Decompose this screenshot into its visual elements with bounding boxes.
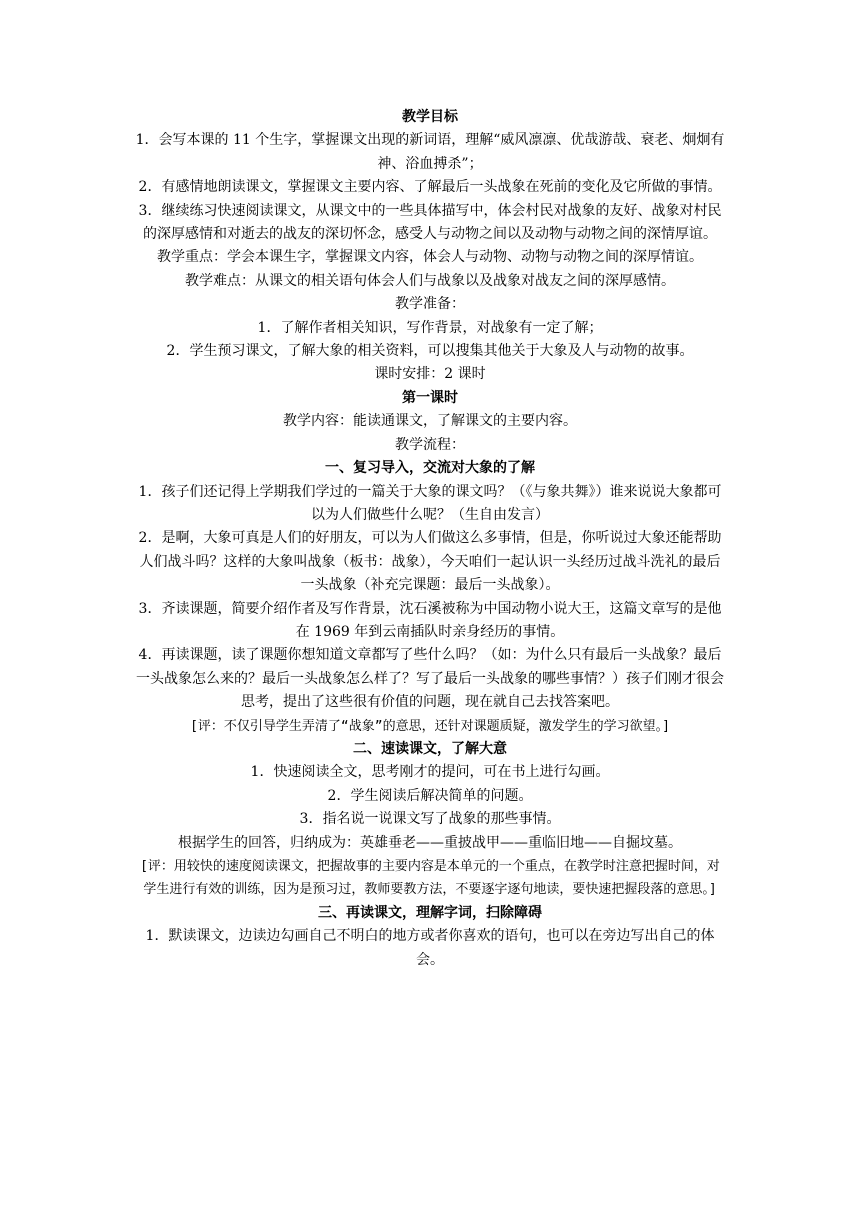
teaching-difficulties: 教学难点：从课文的相关语句体会人们与战象以及战象对战友之间的深厚感情。 [185, 272, 675, 289]
teaching-preparation-label: 教学准备： [395, 296, 465, 313]
schedule: 课时安排：2 课时 [374, 366, 486, 383]
comment-2: [评：用较快的速度阅读课文，把握故事的主要内容是本单元的一个重点，在教学时注意把握时间，对学生进行有效的训练，因为是预习过，教师要教方法，不要逐字逐句地读，要快速把握段落的意思。] [140, 859, 720, 898]
section-1-step-2: 2．是啊，大象可真是人们的好朋友，可以为人们做这么多事情，但是，你听说过大象还能帮助人们战斗吗？这样的大象叫战象（板书：战象），今天咱们一起认识一头经历过战斗洗礼的最后一头战象（补充完课题：最后一头战象）。 [138, 530, 722, 594]
section-2-step-3: 3．指名说一说课文写了战象的那些事情。 [299, 811, 561, 828]
goal-2: 2．有感情地朗读课文，掌握课文主要内容、了解最后一头战象在死前的变化及它所做的事情。 [138, 179, 722, 196]
section-1-step-3: 3．齐读课题，简要介绍作者及写作背景，沈石溪被称为中国动物小说大王，这篇文章写的是他在 1969 年到云南插队时亲身经历的事情。 [138, 600, 722, 640]
goal-3: 3．继续练习快速阅读课文，从课文中的一些具体描写中，体会村民对战象的友好、战象对村民的深厚感情和对逝去的战友的深切怀念，感受人与动物之间以及动物与动物之间的深情厚谊。 [138, 202, 722, 243]
comment-1: [评：不仅引导学生弄清了“战象”的意思，还针对课题质疑，激发学生的学习欲望。] [190, 718, 670, 734]
section-3-step-1: 1．默读课文，边读边勾画自己不明白的地方或者你喜欢的语句，也可以在旁边写出自己的体会。 [145, 928, 715, 968]
section-2-step-1: 1．快速阅读全文，思考刚才的提问，可在书上进行勾画。 [250, 764, 610, 781]
goal-1: 1．会写本课的 11 个生字，掌握课文出现的新词语，理解“威风凛凛、优哉游哉、衰老、炯炯有神、浴血搏杀”； [135, 132, 725, 172]
preparation-1: 1．了解作者相关知识，写作背景，对战象有一定了解； [257, 319, 603, 336]
heading-teaching-goals: 教学目标 [402, 109, 458, 125]
heading-section-2: 二、速读课文，了解大意 [353, 740, 507, 757]
section-2-summary: 根据学生的回答，归纳成为：英雄垂老——重披战甲——重临旧地——自掘坟墓。 [178, 834, 682, 851]
preparation-2: 2．学生预习课文，了解大象的相关资料，可以搜集其他关于大象及人与动物的故事。 [166, 343, 694, 360]
section-1-step-4: 4．再读课题，读了课题你想知道文章都写了些什么吗？（如：为什么只有最后一头战象？最后一头战象怎么来的？最后一头战象怎么样了？写了最后一头战象的哪些事情？）孩子们刚才很会思考，提出了这些很有价值的问题，现在就自己去找答案吧。 [136, 647, 724, 711]
section-2-step-2: 2．学生阅读后解决简单的问题。 [327, 787, 533, 804]
heading-section-1: 一、复习导入，交流对大象的了解 [325, 460, 535, 477]
heading-section-3: 三、再读课文，理解字词，扫除障碍 [318, 904, 542, 921]
lesson-content: 教学内容：能读通课文，了解课文的主要内容。 [283, 413, 577, 430]
lesson-plan-text [134, 106, 726, 972]
section-1-step-1: 1．孩子们还记得上学期我们学过的一篇关于大象的课文吗？（《与象共舞》）谁来说说大象都可以为人们做些什么呢？（生自由发言） [138, 483, 722, 523]
heading-first-lesson: 第一课时 [402, 389, 458, 406]
teaching-key-points: 教学重点：学会本课生字，掌握课文内容，体会人与动物、动物与动物之间的深厚情谊。 [157, 249, 703, 266]
teaching-process-label: 教学流程： [395, 436, 465, 453]
